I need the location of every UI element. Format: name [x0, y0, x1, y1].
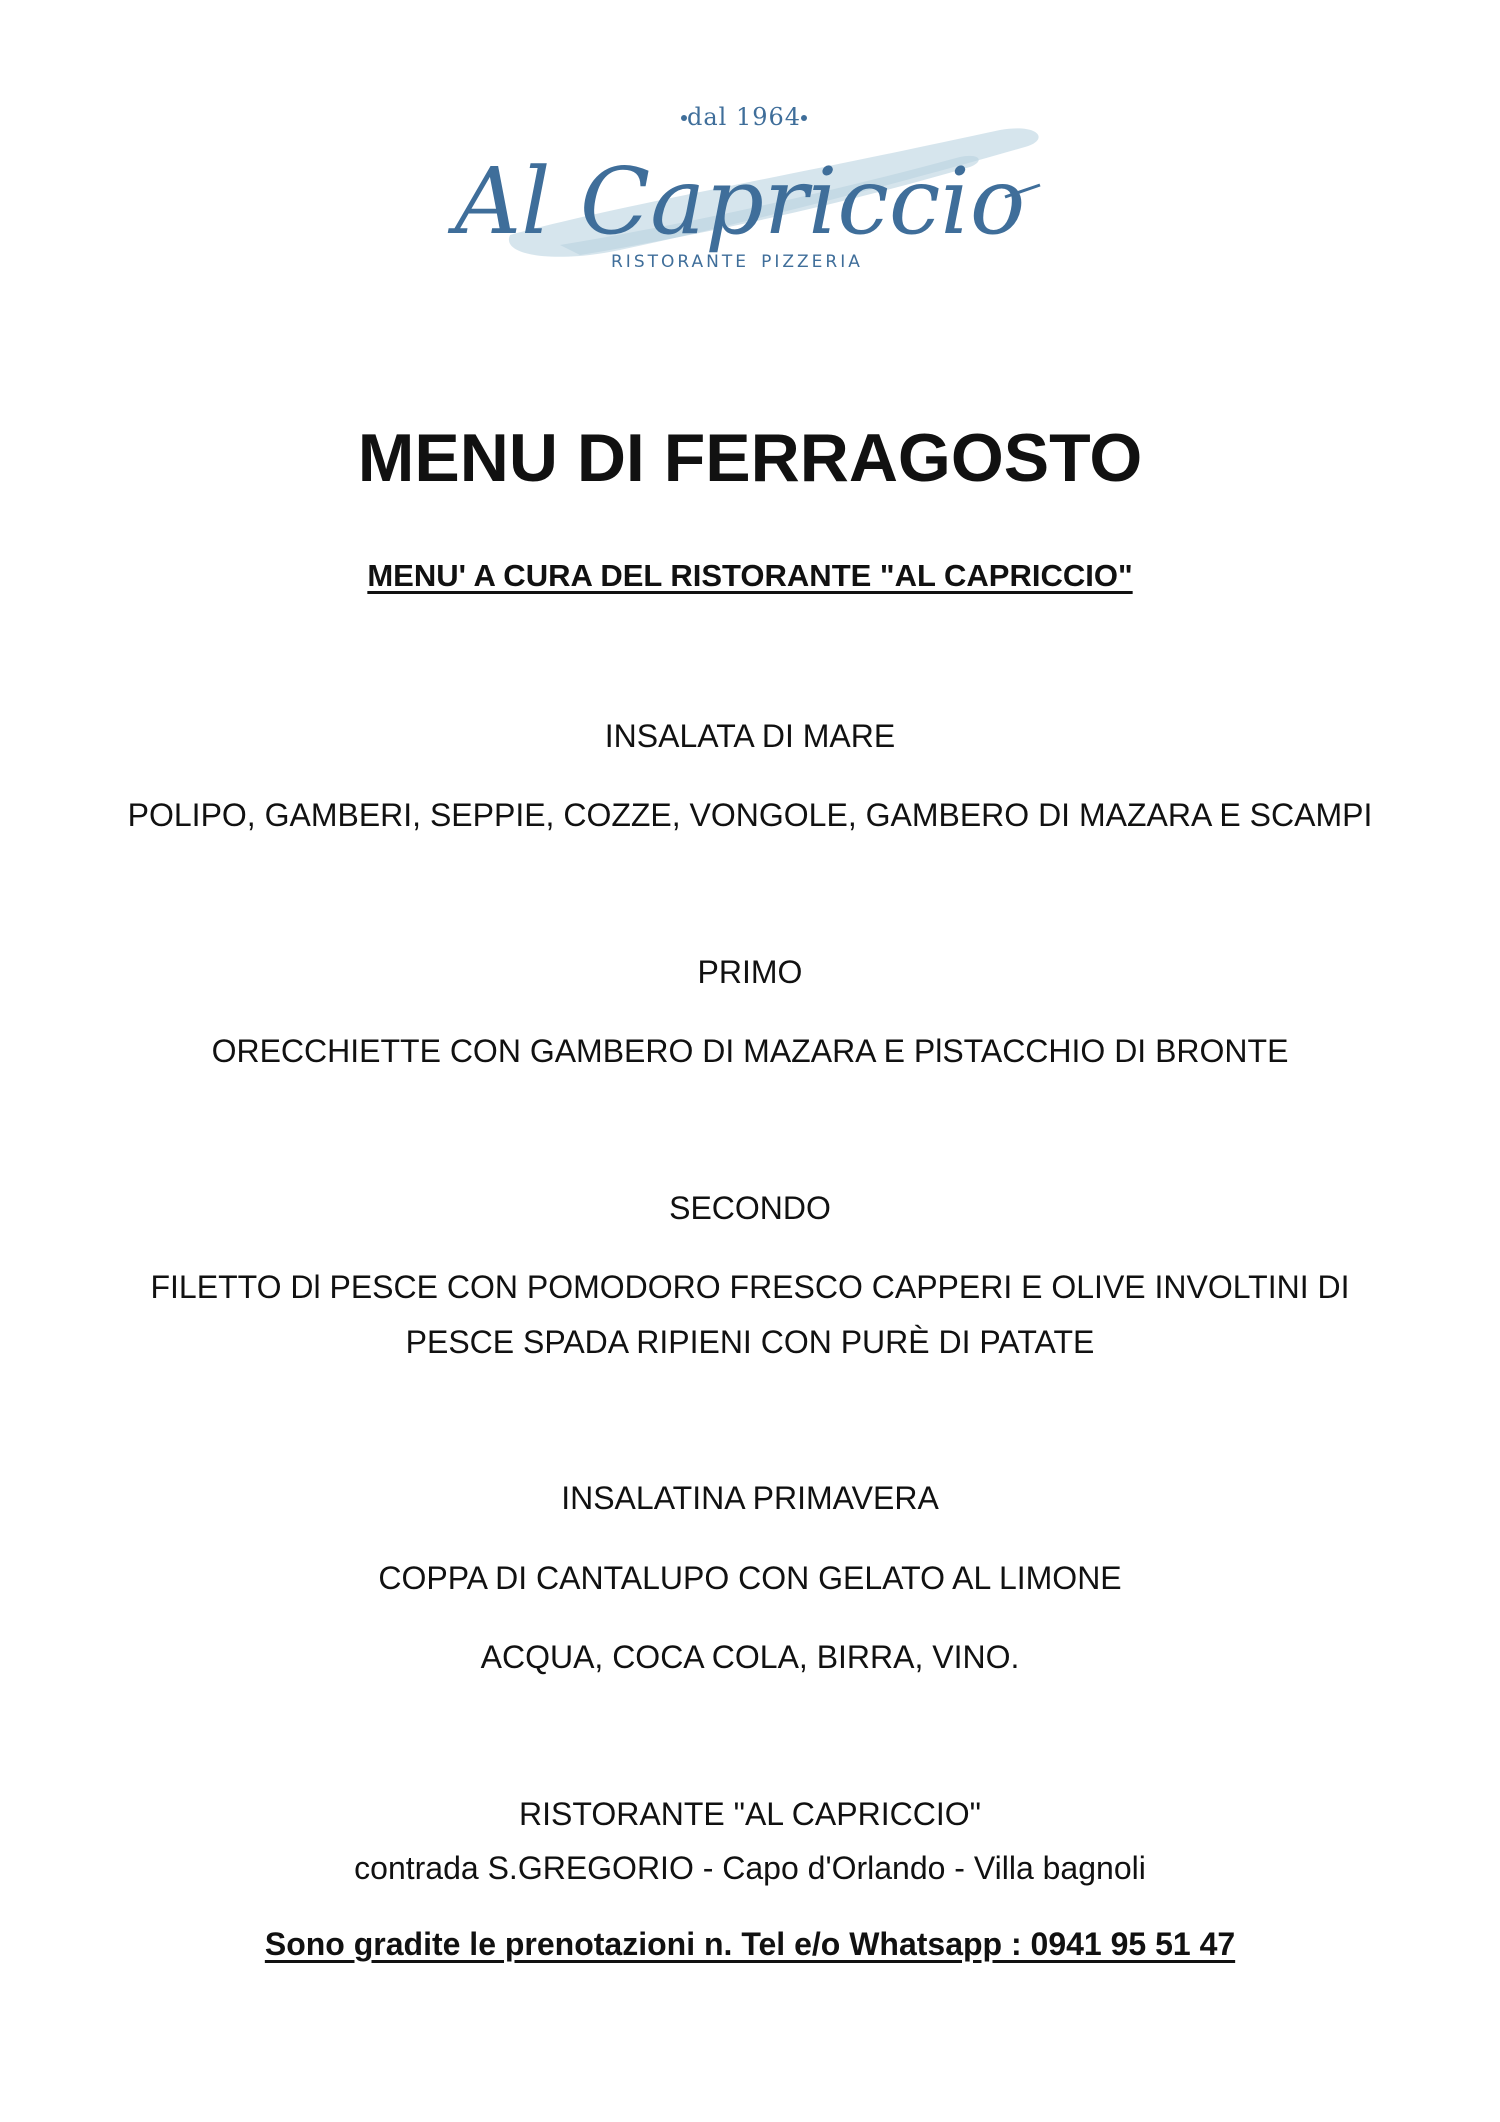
logo-tagline-left: RISTORANTE — [611, 252, 749, 272]
logo-tagline-right: PIZZERIA — [761, 252, 863, 272]
footer-address: contrada S.GREGORIO - Capo d'Orlando - Villa bagnoli — [354, 1850, 1146, 1886]
logo-since: dal 1964 — [686, 103, 802, 131]
menu-title: MENU DI FERRAGOSTO — [357, 420, 1143, 496]
contorno-item: INSALATINA PRIMAVERA — [561, 1480, 939, 1516]
secondo-heading: SECONDO — [669, 1190, 831, 1226]
menu-subtitle: MENU' A CURA DEL RISTORANTE "AL CAPRICCIO" — [367, 558, 1133, 593]
dessert-item: COPPA DI CANTALUPO CON GELATO AL LIMONE — [378, 1560, 1122, 1596]
primo-items: ORECCHIETTE CON GAMBERO DI MAZARA E PlSTACCHIO DI BRONTE — [211, 1033, 1289, 1069]
drinks-item: ACQUA, COCA COLA, BIRRA, VINO. — [480, 1639, 1020, 1675]
footer-booking-phone: Sono gradite le prenotazioni n. Tel e/o Whatsapp : 0941 95 51 47 — [264, 1926, 1236, 1962]
antipasto-items: POLIPO, GAMBERI, SEPPIE, COZZE, VONGOLE, GAMBERO DI MAZARA E SCAMPI — [127, 797, 1373, 833]
secondo-items-line1: FILETTO Dl PESCE CON POMODORO FRESCO CAPPERI E OLIVE INVOLTINI DI — [150, 1269, 1350, 1305]
primo-heading: PRIMO — [697, 954, 803, 990]
footer-restaurant-name: RISTORANTE "AL CAPRICCIO" — [519, 1796, 981, 1832]
logo-name: Al Capriccio — [454, 148, 1026, 255]
secondo-items-line2: PESCE SPADA RIPIENI CON PURÈ DI PATATE — [405, 1324, 1095, 1360]
antipasto-heading: INSALATA DI MARE — [604, 718, 896, 754]
restaurant-logo — [440, 85, 1080, 305]
